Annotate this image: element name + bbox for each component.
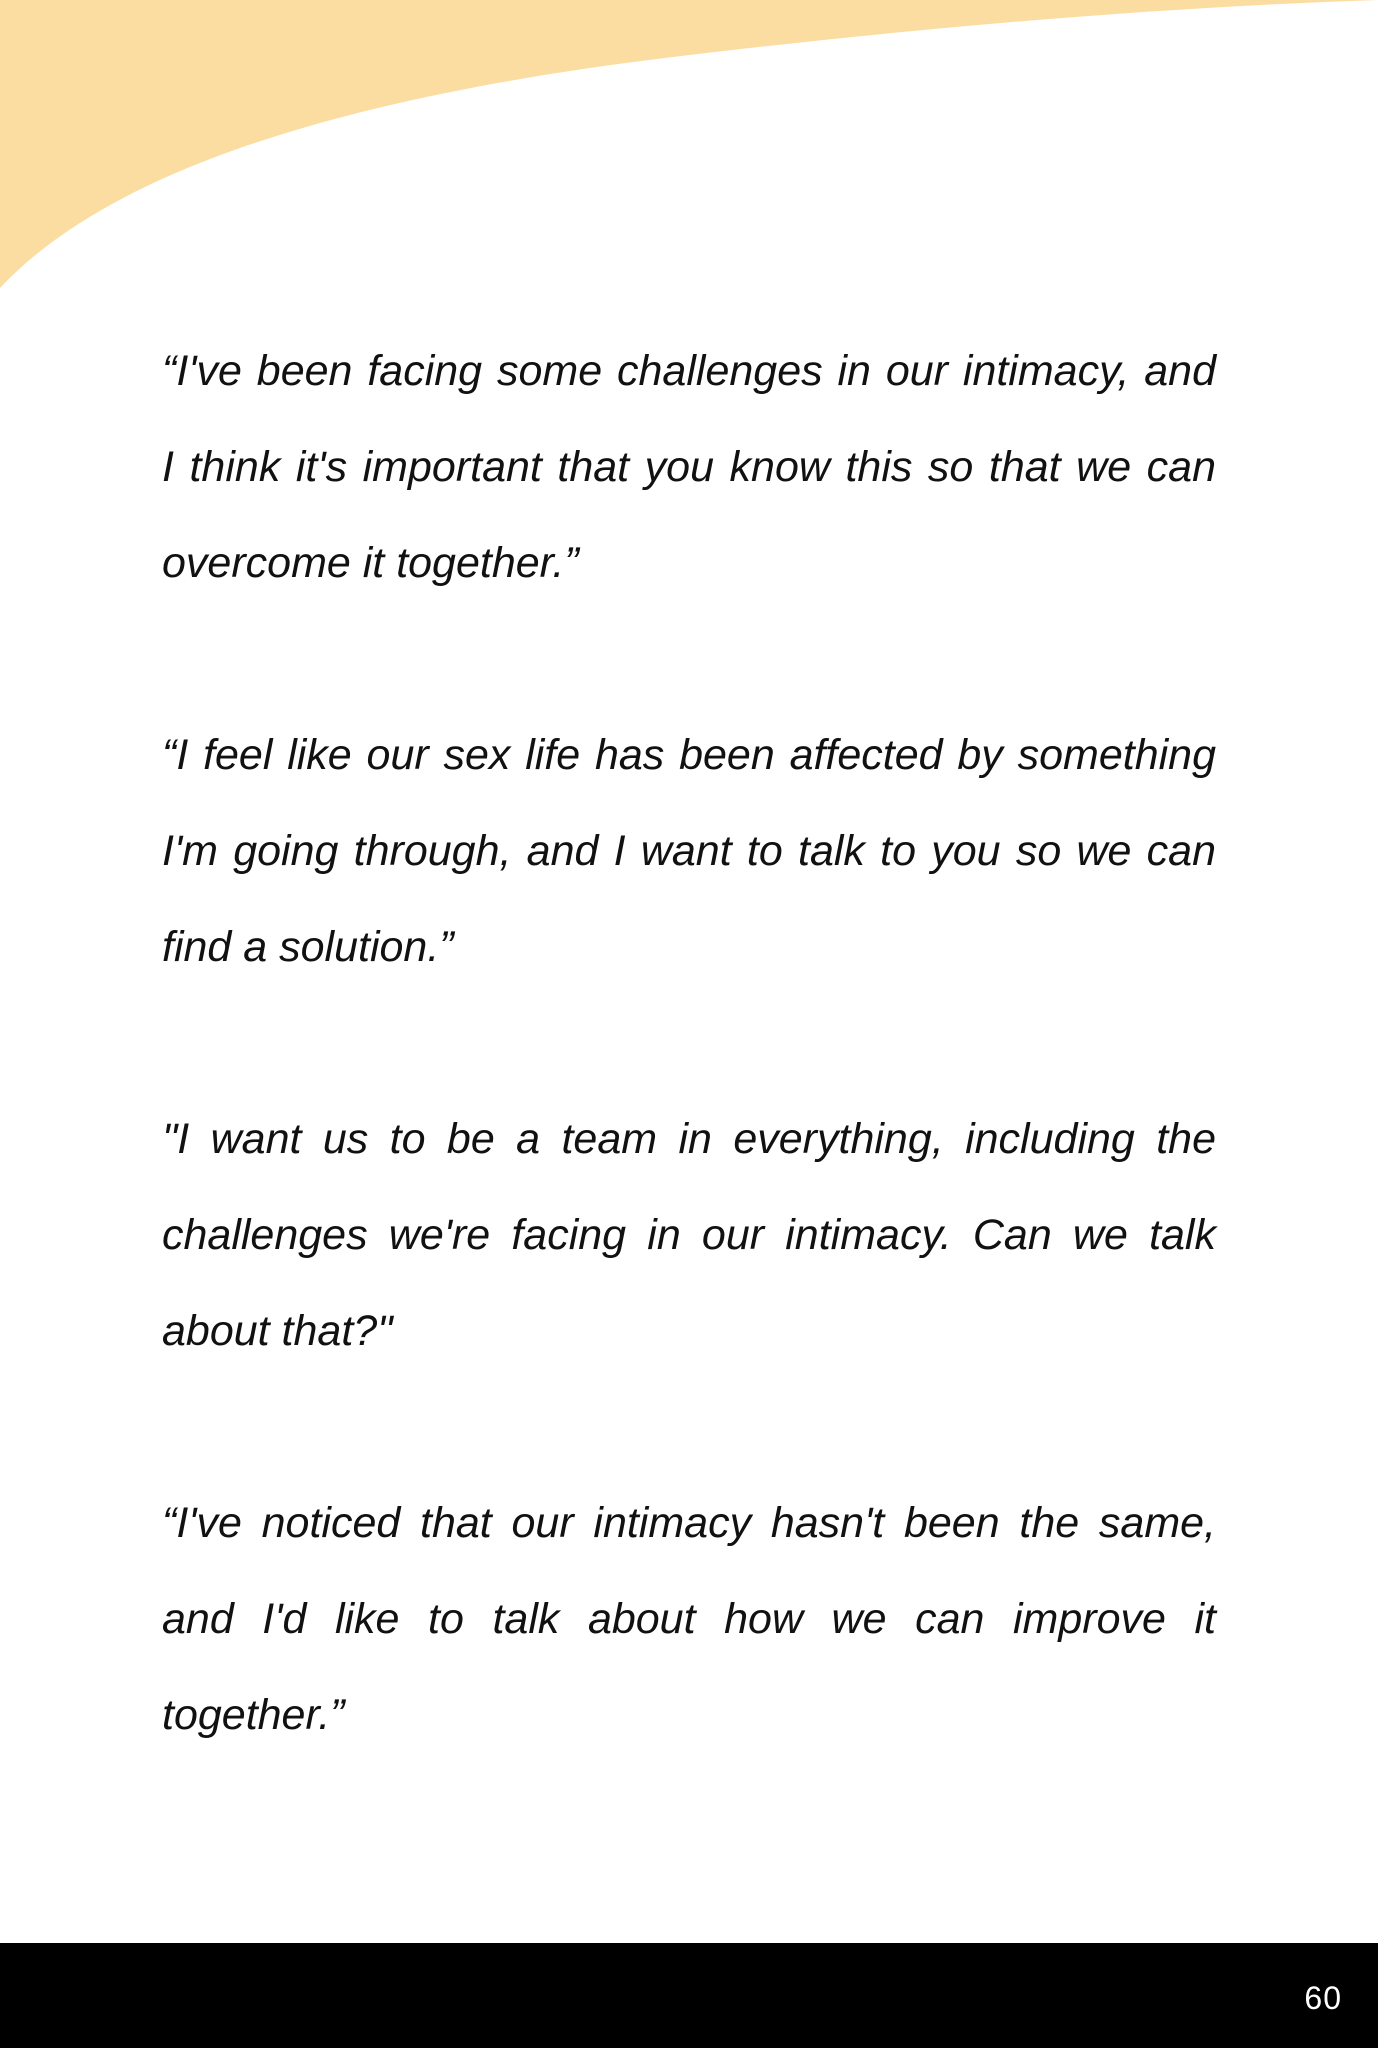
quote-paragraph-2: “I feel like our sex life has been affected by something I'm going through, and I want to talk to you so we can find a solution.” xyxy=(162,731,1216,971)
quote-paragraph-4: “I've noticed that our intimacy hasn't been the same, and I'd like to talk about how we can improve it together.” xyxy=(162,1499,1216,1739)
top-wave-decoration xyxy=(0,0,1378,300)
quote-paragraph-3: "I want us to be a team in everything, including the challenges we're facing in our intimacy. Can we talk about that?" xyxy=(162,1115,1216,1355)
quote-list xyxy=(162,323,1216,1763)
quote-paragraph-1: “I've been facing some challenges in our intimacy, and I think it's important that you know this so that we can overcome it together.” xyxy=(162,347,1216,587)
page-number: 60 xyxy=(1304,1980,1342,2016)
footer-bar xyxy=(0,1943,1378,2048)
